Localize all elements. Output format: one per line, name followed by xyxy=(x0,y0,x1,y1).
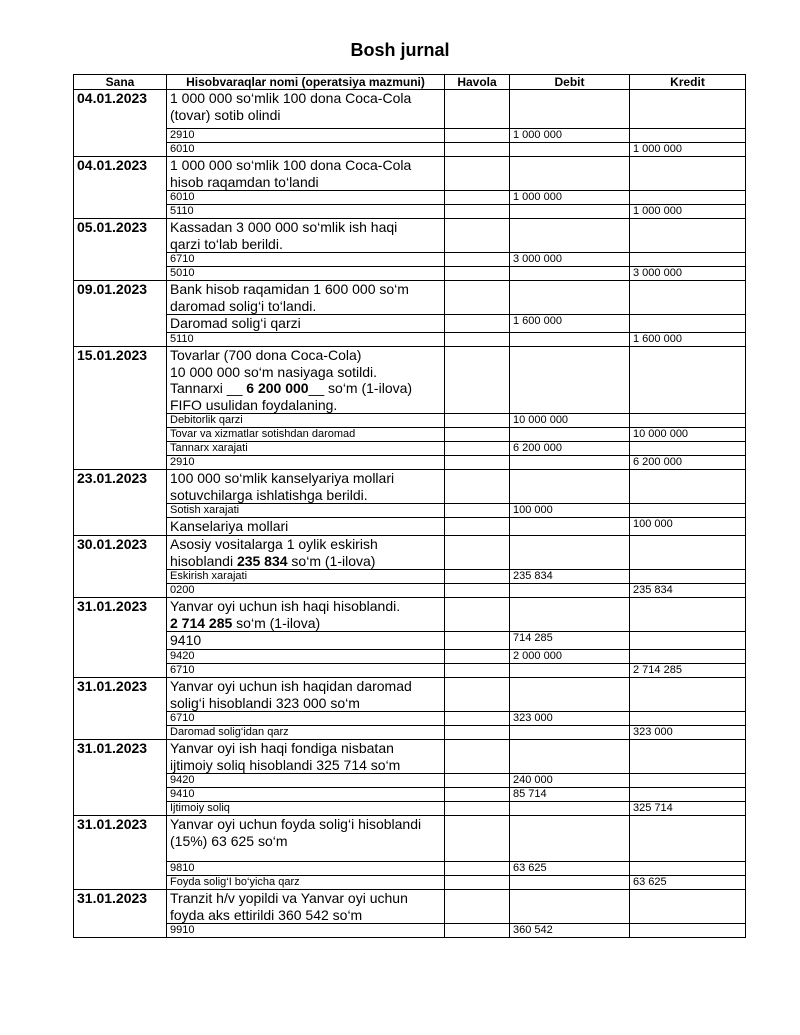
account-name: 9810 xyxy=(167,862,445,876)
account-name: Debitorlik qarzi xyxy=(167,414,445,428)
entry-description: 1 000 000 so‘mlik 100 dona Coca-Cola hisob raqamdan to‘landi xyxy=(167,157,445,191)
account-name: 9410 xyxy=(167,788,445,802)
account-line xyxy=(74,333,746,347)
entry-description: Bank hisob raqamidan 1 600 000 so‘m daromad solig‘i to‘landi. xyxy=(167,281,445,315)
debit-amount xyxy=(510,802,630,816)
account-line xyxy=(74,143,746,157)
entry-date: 04.01.2023 xyxy=(74,157,167,219)
account-name: 6710 xyxy=(167,664,445,678)
entry-description: Yanvar oyi uchun ish haqidan daromad solig‘i hisoblandi 323 000 so‘m xyxy=(167,678,445,712)
credit-amount xyxy=(630,191,746,205)
debit-amount: 3 000 000 xyxy=(510,253,630,267)
header-description: Hisobvaraqlar nomi (operatsiya mazmuni) xyxy=(167,75,445,90)
account-line xyxy=(74,650,746,664)
entry-date: 09.01.2023 xyxy=(74,281,167,347)
debit-amount: 1 000 000 xyxy=(510,191,630,205)
header-credit: Kredit xyxy=(630,75,746,90)
account-name: Daromad solig‘i qarzi xyxy=(167,315,445,333)
entry-date: 31.01.2023 xyxy=(74,816,167,890)
debit-amount xyxy=(510,143,630,157)
entry-date: 05.01.2023 xyxy=(74,219,167,281)
account-line xyxy=(74,802,746,816)
account-name: 0200 xyxy=(167,584,445,598)
account-name: 9420 xyxy=(167,650,445,664)
account-line xyxy=(74,315,746,333)
debit-amount xyxy=(510,333,630,347)
entry-row xyxy=(74,347,746,414)
debit-amount: 2 000 000 xyxy=(510,650,630,664)
debit-amount xyxy=(510,428,630,442)
account-name: 6010 xyxy=(167,191,445,205)
credit-amount xyxy=(630,129,746,143)
entry-description: Yanvar oyi ish haqi fondiga nisbatan ijtimoiy soliq hisoblandi 325 714 so‘m xyxy=(167,740,445,774)
credit-amount: 235 834 xyxy=(630,584,746,598)
account-name: Eskirish xarajati xyxy=(167,570,445,584)
entry-date: 04.01.2023 xyxy=(74,90,167,157)
account-name: 5010 xyxy=(167,267,445,281)
account-name: Daromad solig‘idan qarz xyxy=(167,726,445,740)
credit-amount xyxy=(630,632,746,650)
entry-date: 31.01.2023 xyxy=(74,678,167,740)
journal-table xyxy=(73,74,746,938)
entry-row xyxy=(74,678,746,712)
account-line xyxy=(74,428,746,442)
debit-amount: 360 542 xyxy=(510,924,630,938)
entry-row xyxy=(74,816,746,862)
entry-description: 100 000 so‘mlik kanselyariya mollari sotuvchilarga ishlatishga berildi. xyxy=(167,470,445,504)
account-line xyxy=(74,253,746,267)
entry-date: 23.01.2023 xyxy=(74,470,167,536)
entry-description: Yanvar oyi uchun foyda solig‘i hisoblandi (15%) 63 625 so‘m xyxy=(167,816,445,862)
credit-amount: 2 714 285 xyxy=(630,664,746,678)
entry-row xyxy=(74,890,746,924)
debit-amount: 240 000 xyxy=(510,774,630,788)
entry-row xyxy=(74,219,746,253)
entry-row xyxy=(74,536,746,570)
account-line xyxy=(74,205,746,219)
account-line xyxy=(74,632,746,650)
entry-reference xyxy=(445,90,510,129)
credit-amount: 1 000 000 xyxy=(630,143,746,157)
account-line xyxy=(74,876,746,890)
debit-amount: 85 714 xyxy=(510,788,630,802)
header-date: Sana xyxy=(74,75,167,90)
credit-amount xyxy=(630,862,746,876)
debit-amount: 1 600 000 xyxy=(510,315,630,333)
account-name: 6710 xyxy=(167,253,445,267)
debit-amount: 714 285 xyxy=(510,632,630,650)
credit-amount: 100 000 xyxy=(630,518,746,536)
entry-date: 31.01.2023 xyxy=(74,890,167,938)
credit-amount: 1 000 000 xyxy=(630,205,746,219)
debit-amount xyxy=(510,664,630,678)
debit-amount: 63 625 xyxy=(510,862,630,876)
account-line xyxy=(74,456,746,470)
account-name: Sotish xarajati xyxy=(167,504,445,518)
account-line xyxy=(74,924,746,938)
account-name: Ijtimoiy soliq xyxy=(167,802,445,816)
entry-description: Asosiy vositalarga 1 oylik eskirish hisoblandi 235 834 so‘m (1-ilova) xyxy=(167,536,445,570)
account-name: 5110 xyxy=(167,333,445,347)
account-name: 9910 xyxy=(167,924,445,938)
credit-amount xyxy=(630,315,746,333)
credit-amount xyxy=(630,414,746,428)
entry-row xyxy=(74,281,746,315)
entry-date: 15.01.2023 xyxy=(74,347,167,470)
entry-row xyxy=(74,90,746,129)
entry-description: Yanvar oyi uchun ish haqi hisoblandi. 2 714 285 so‘m (1-ilova) xyxy=(167,598,445,632)
account-line xyxy=(74,414,746,428)
account-name: 6710 xyxy=(167,712,445,726)
credit-amount xyxy=(630,504,746,518)
account-line xyxy=(74,726,746,740)
debit-amount xyxy=(510,584,630,598)
account-name: Kanselariya mollari xyxy=(167,518,445,536)
header-row xyxy=(74,75,746,90)
debit-amount: 1 000 000 xyxy=(510,129,630,143)
account-line xyxy=(74,862,746,876)
header-debit: Debit xyxy=(510,75,630,90)
account-line xyxy=(74,584,746,598)
debit-amount: 10 000 000 xyxy=(510,414,630,428)
credit-amount: 6 200 000 xyxy=(630,456,746,470)
debit-amount: 235 834 xyxy=(510,570,630,584)
account-name: 9420 xyxy=(167,774,445,788)
account-name: Tannarx xarajati xyxy=(167,442,445,456)
entry-row xyxy=(74,157,746,191)
credit-amount xyxy=(630,774,746,788)
credit-amount xyxy=(630,712,746,726)
account-line xyxy=(74,267,746,281)
account-name: Tovar va xizmatlar sotishdan daromad xyxy=(167,428,445,442)
page-title: Bosh jurnal xyxy=(350,40,450,60)
debit-amount xyxy=(510,456,630,470)
entry-description: Tovarlar (700 dona Coca-Cola) 10 000 000 so‘m nasiyaga sotildi. Tannarxi __ 6 200 000__ so‘m (1-ilova) FIFO usulidan foydalaning. xyxy=(167,347,445,414)
account-line xyxy=(74,788,746,802)
account-name: 9410 xyxy=(167,632,445,650)
account-line xyxy=(74,504,746,518)
credit-amount: 3 000 000 xyxy=(630,267,746,281)
entry-date: 30.01.2023 xyxy=(74,536,167,598)
account-name: 6010 xyxy=(167,143,445,157)
debit-amount: 100 000 xyxy=(510,504,630,518)
debit-amount xyxy=(510,876,630,890)
header-reference: Havola xyxy=(445,75,510,90)
account-name: 5110 xyxy=(167,205,445,219)
account-line xyxy=(74,712,746,726)
entry-description: Tranzit h/v yopildi va Yanvar oyi uchun foyda aks ettirildi 360 542 so‘m xyxy=(167,890,445,924)
credit-amount: 323 000 xyxy=(630,726,746,740)
account-line xyxy=(74,518,746,536)
credit-amount: 1 600 000 xyxy=(630,333,746,347)
entry-row xyxy=(74,598,746,632)
account-name: Foyda solig‘I bo‘yicha qarz xyxy=(167,876,445,890)
debit-amount xyxy=(510,518,630,536)
credit-amount xyxy=(630,253,746,267)
account-line xyxy=(74,442,746,456)
debit-amount xyxy=(510,267,630,281)
entry-description: 1 000 000 so‘mlik 100 dona Coca-Cola (tovar) sotib olindi xyxy=(167,90,445,129)
entry-description: Kassadan 3 000 000 so‘mlik ish haqi qarzi to‘lab berildi. xyxy=(167,219,445,253)
account-name: 2910 xyxy=(167,456,445,470)
credit-amount: 325 714 xyxy=(630,802,746,816)
entry-date: 31.01.2023 xyxy=(74,740,167,816)
account-line xyxy=(74,129,746,143)
credit-amount xyxy=(630,570,746,584)
debit-amount xyxy=(510,726,630,740)
entry-row xyxy=(74,470,746,504)
credit-amount xyxy=(630,788,746,802)
debit-amount xyxy=(510,205,630,219)
credit-amount: 10 000 000 xyxy=(630,428,746,442)
debit-amount: 6 200 000 xyxy=(510,442,630,456)
credit-amount xyxy=(630,650,746,664)
credit-amount xyxy=(630,442,746,456)
entry-date: 31.01.2023 xyxy=(74,598,167,678)
entry-row xyxy=(74,740,746,774)
account-name: 2910 xyxy=(167,129,445,143)
account-line xyxy=(74,664,746,678)
account-line xyxy=(74,191,746,205)
debit-amount: 323 000 xyxy=(510,712,630,726)
credit-amount: 63 625 xyxy=(630,876,746,890)
credit-amount xyxy=(630,924,746,938)
account-line xyxy=(74,570,746,584)
account-line xyxy=(74,774,746,788)
